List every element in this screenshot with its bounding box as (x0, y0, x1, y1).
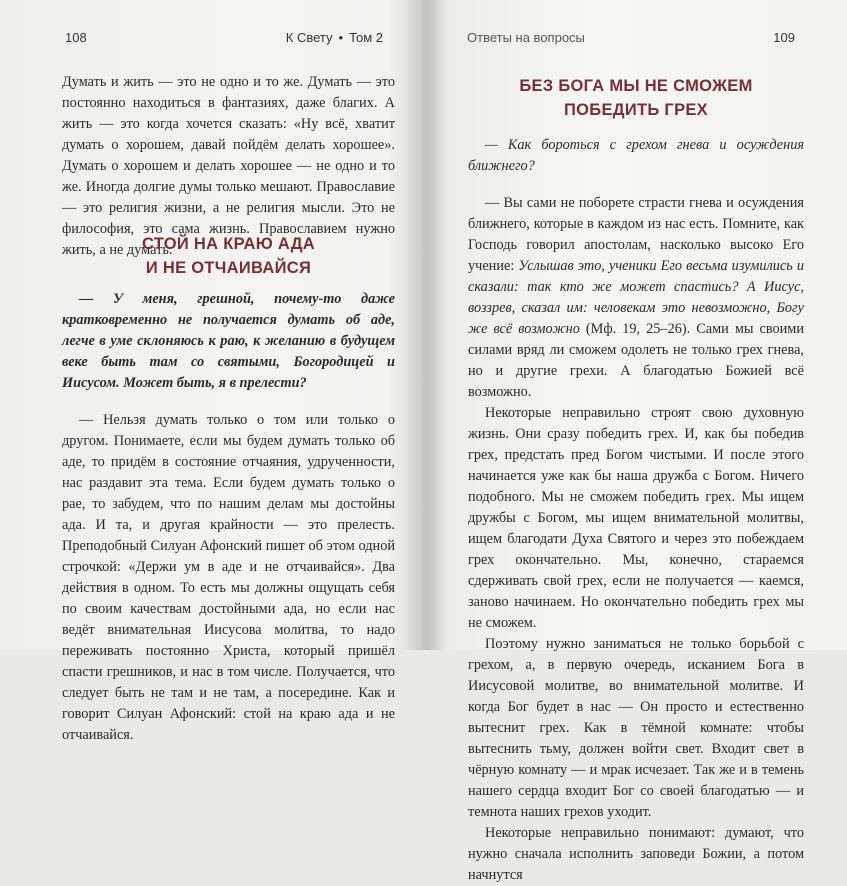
right-answer (468, 193, 804, 403)
right-page (425, 0, 847, 883)
left-section-heading (62, 232, 395, 280)
answer-text-2: (Мф. 19, 25–26). Сами мы своими силами вряд ли сможем одолеть не только грех гнева, но и другие грехи. А благодатью Божией всё возможно. (468, 321, 805, 400)
scripture-quote: Услышав это, ученики Его весьма изумились и сказали: так кто же может спастись? А Иисус, воззрев, сказал им: человекам это невозможно, Богу же всё возможно (468, 258, 804, 337)
book-title: К Свету (285, 30, 333, 45)
heading-line-1: СТОЙ НА КРАЮ АДА (141, 235, 315, 253)
heading-line-1: БЕЗ БОГА МЫ НЕ СМОЖЕМ (519, 77, 753, 95)
paragraph-4: Некоторые неправильно понимают: думают, что нужно сначала исполнить заповеди Божии, а потом начнутся (468, 825, 804, 883)
right-page-number: 109 (773, 30, 795, 45)
left-answer: — Нельзя думать только о том или только о другом. Понимаете, если мы будем думать только об аде, то придём в состояние отчаяния, удрученности, нас раздавит эта тема. Если будем думать только о рае, то забудем, что по нашим делам мы достойны ада. И та, и другая крайности — это прелесть. Преподобный Силуан Афонский пишет об этом одной строчкой: «Держи ум в аде и не отчаивайся». Два действия в одном. То есть мы должны ощущать себя по своим качествам достойными ада, но если нас ведёт внимательная Иисусова молитва, то надо переживать постоянно Христа, который пришёл спасти грешников, и нас в том числе. Получается, что следует быть не там и не там, а посередине. Как и говорит Силуан Афонский: стой на краю ада и не отчаивайся. (62, 412, 395, 743)
intro-paragraph: Думать и жить — это не одно и то же. Думать — это постоянно находиться в фантазиях, даже благих. А жить — это когда хочется сказать: «Ну всё, хватит думать о хорошем, давай пойдём делать хорошее». Думать о хорошем и делать хорошее — не одно и то же. Иногда долгие думы только мешают. Православие — это религия жизни, а не религия мысли. Это не философия, это сама жизнь. Православием нужно жить, а не думать. (62, 74, 395, 258)
paragraph-2: Некоторые неправильно строят свою духовную жизнь. Они сразу победить грех. И, как бы победив грех, предстать пред Богом чистыми. И после этого начинается уже как бы наша дружба с Богом. Ничего подобного. Мы не сможем победить грех. Мы ищем дружбы с Богом, мы ищем внимательной молитвы, ищем благодати Духа Святого и через это побеждаем грех окончательно. Мы, конечно, стараемся сдерживать свой грех, если не получается — каемся, заново начинаем. Но окончательно победить грех мы не сможем. (468, 405, 804, 631)
left-question: — У меня, грешной, почему-то даже кратковременно не получается думать об аде, легче в уме склоняюсь к раю, к желанию в будущем веке быть там со святыми, Богородицей и Иисусом. Может быть, я в прелести? (62, 291, 395, 391)
paragraph-3: Поэтому нужно заниматься не только борьбой с грехом, а, в первую очередь, исканием Бога в Иисусовой молитве, во внимательной молитве. И когда Бог будет в нас — Он просто и естественно вытеснит грех. Как в тёмной комнате: чтобы вытеснить тьму, должен войти свет. Входит свет в чёрную комнату — и мрак исчезает. Так же и в темень нашего сердца входит Бог со своей благодатью — и темнота наших грехов уходит. (468, 636, 804, 820)
heading-line-2: И НЕ ОТЧАИВАЙСЯ (145, 259, 312, 277)
answer-text-1: — Вы сами не поборете страсти гнева и осуждения ближнего, которые в каждом из нас есть. Помните, как Господь говорил апостолам, насколько высоко Его учение: (468, 195, 804, 274)
left-qa-block (62, 289, 395, 746)
right-qa-block (468, 135, 804, 886)
right-running-head: Ответы на вопросы (467, 30, 585, 45)
right-section-heading (468, 74, 804, 122)
left-page (0, 0, 425, 743)
bullet-separator: • (338, 30, 344, 45)
volume-label: Том 2 (349, 30, 383, 45)
heading-line-2: ПОБЕДИТЬ ГРЕХ (564, 101, 708, 119)
left-page-number: 108 (65, 30, 87, 45)
left-running-head (286, 30, 383, 45)
right-question: — Как бороться с грехом гнева и осуждения ближнего? (468, 137, 804, 174)
